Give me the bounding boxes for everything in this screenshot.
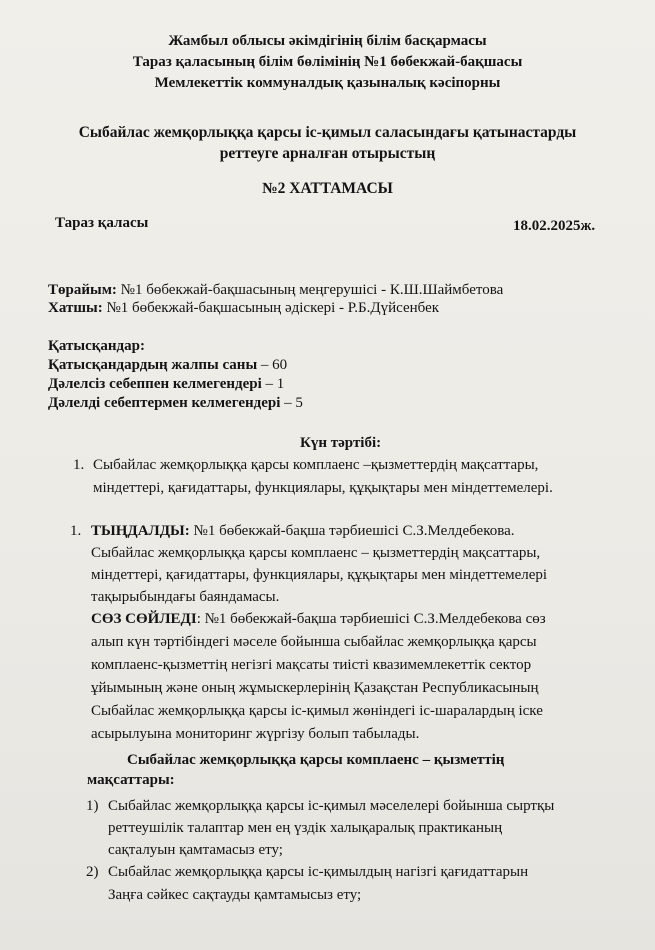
goal-1-line-1: Сыбайлас жемқорлыққа қарсы іс-қимыл мәселелері бойынша сыртқы (108, 798, 555, 814)
speech-line-4: ұйымының және оның жұмыскерлерінің Қазақстан Республикасының (91, 680, 539, 696)
secretary-line (48, 299, 439, 317)
absent-unexcused-label: Дәлелсіз себеппен келмегендері (48, 376, 262, 392)
chair-text: №1 бөбекжай-бақшасының меңгерушісі - К.Ш.Шаймбетова (116, 282, 504, 298)
speech-line-6: асырылуына мониторинг жүргізу болып табылады. (91, 726, 420, 742)
org-line-1: Жамбыл облысы әкімдігінің білім басқармасы (168, 33, 487, 49)
date: 18.02.2025ж. (513, 218, 596, 234)
attendance-total-label: Қатысқандардың жалпы саны (48, 357, 258, 373)
goal-1-line-2: реттеушілік талаптар мен ең үздік халықаралық практиканың (108, 820, 503, 836)
agenda-item-number: 1. (73, 457, 85, 473)
absent-excused-label: Дәлелді себептермен келмегендері (48, 395, 281, 411)
secretary-text: №1 бөбекжай-бақшасының әдіскері - Р.Б.Дүйсенбек (102, 300, 440, 316)
goals-heading-line-1: Сыбайлас жемқорлыққа қарсы комплаенс – қызметтің (127, 752, 505, 768)
agenda-item-line-1: Сыбайлас жемқорлыққа қарсы комплаенс –қызметтердің мақсаттары, (93, 457, 539, 473)
speech-label: СӨЗ СӨЙЛЕДІ (91, 611, 197, 627)
heard-line-2: Сыбайлас жемқорлыққа қарсы комплаенс – қызметтердің мақсаттары, (91, 545, 541, 561)
heard-line-4: тақырыбындағы баяндамасы. (91, 589, 280, 605)
secretary-label: Хатшы: (48, 300, 103, 316)
heard-line-3: міндеттері, қағидаттары, функциялары, құқықтары мен міндеттемелері (91, 567, 548, 583)
goal-1-number: 1) (86, 798, 99, 814)
title-line-1: Сыбайлас жемқорлыққа қарсы іс-қимыл саласындағы қатынастарды (78, 124, 577, 141)
protocol-number: №2 ХАТТАМАСЫ (262, 180, 393, 197)
attendance-absent-excused (48, 394, 303, 412)
chair-label: Төрайым: (48, 282, 117, 298)
speech-line-5: Сыбайлас жемқорлыққа қарсы іс-қимыл жөніндегі іс-шаралардың іске (91, 703, 543, 719)
speech-text: : №1 бөбекжай-бақша тәрбиешісі С.З.Мелдебекова сөз (196, 611, 546, 627)
agenda-heading: Күн тәртібі: (300, 435, 382, 451)
heard-line-1 (91, 522, 515, 540)
chair-line (48, 281, 503, 299)
org-line-3: Мемлекеттік коммуналдық қазыналық кәсіпорны (154, 75, 501, 91)
goal-2-line-1: Сыбайлас жемқорлыққа қарсы іс-қимылдың нагізгі қағидаттарын (108, 864, 529, 880)
attendance-heading: Қатысқандар: (48, 338, 145, 354)
org-line-2: Тараз қаласының білім бөлімінің №1 бөбекжай-бақшасы (132, 54, 523, 70)
speech-line-2: алып күн тәртібіндегі мәселе бойынша сыбайлас жемқорлыққа қарсы (91, 634, 537, 650)
attendance-absent-unexcused (48, 375, 284, 393)
speech-line-3: комплаенс-қызметтің негізгі мақсаты тиісті квазимемлекеттік сектор (91, 657, 532, 673)
title-line-2: реттеуге арналған отырыстың (219, 145, 436, 162)
agenda-item-line-2: міндеттері, қағидаттары, функциялары, құқықтары мен міндеттемелері. (93, 480, 553, 496)
heard-number: 1. (70, 523, 82, 539)
absent-excused-value: – 5 (280, 395, 303, 411)
absent-unexcused-value: – 1 (261, 376, 285, 392)
speech-line-1 (91, 610, 546, 628)
heard-text: №1 бөбекжай-бақша тәрбиешісі С.З.Мелдебекова. (189, 523, 515, 539)
attendance-total-value: – 60 (257, 357, 288, 373)
goal-2-number: 2) (86, 864, 99, 880)
goal-2-line-2: Заңға сәйкес сақтауды қамтамысыз ету; (108, 887, 362, 903)
goals-heading-line-2: мақсаттары: (87, 772, 175, 788)
goal-1-line-3: сақталуын қамтамасыз ету; (108, 842, 283, 858)
heard-label: ТЫҢДАЛДЫ: (91, 523, 190, 539)
attendance-total (48, 356, 287, 374)
city: Тараз қаласы (55, 215, 149, 231)
